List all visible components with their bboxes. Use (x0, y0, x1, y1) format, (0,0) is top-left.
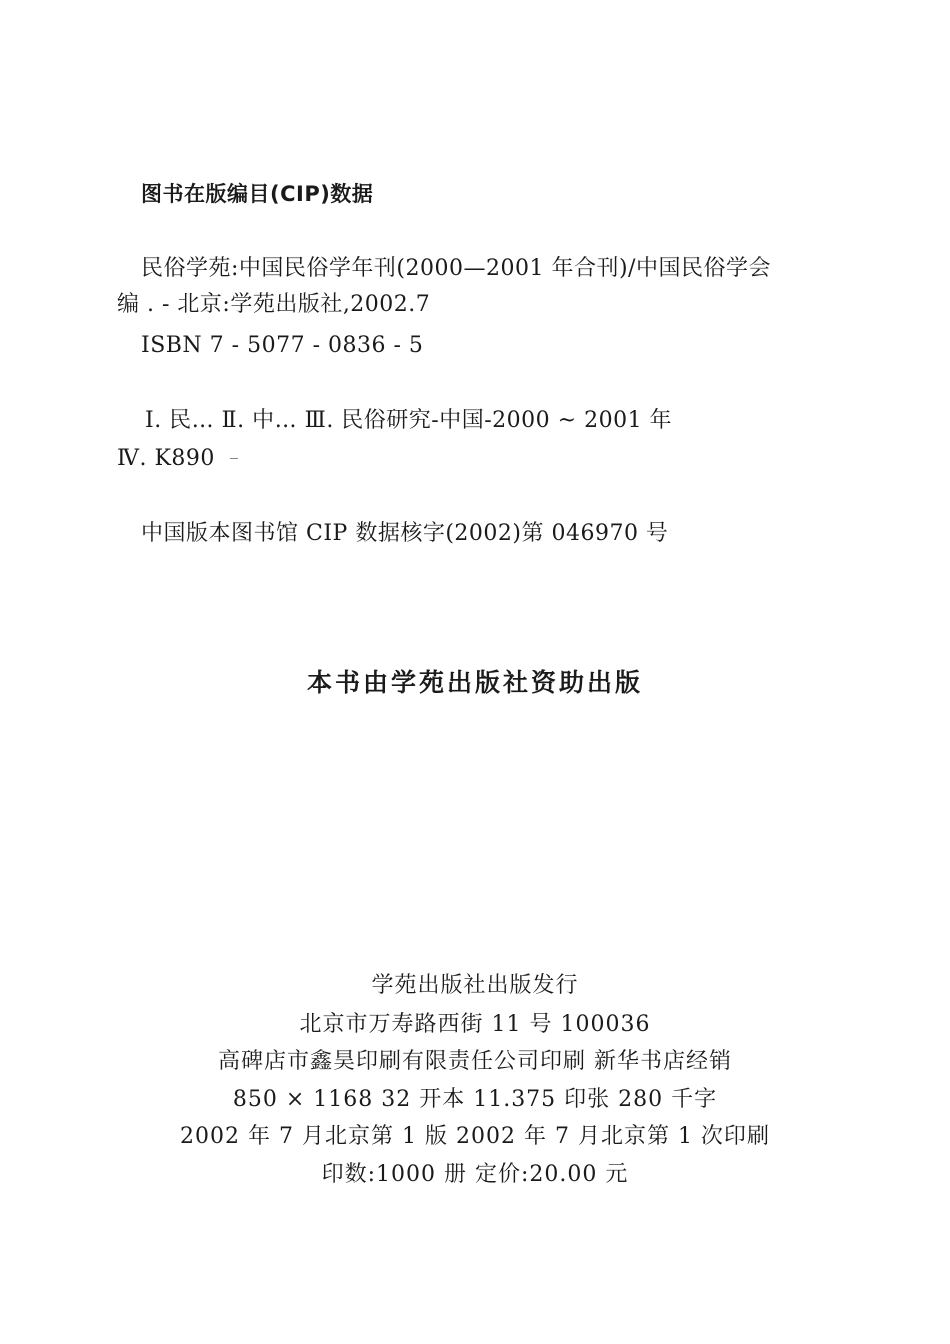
cip-record-line-2: 编 . - 北京:学苑出版社,2002.7 (117, 292, 431, 317)
subject-headings-line-2: Ⅳ. K890 (117, 446, 215, 471)
isbn-line: ISBN 7 - 5077 - 0836 - 5 (141, 333, 424, 358)
cip-verification-line: 中国版本图书馆 CIP 数据核字(2002)第 046970 号 (141, 521, 669, 546)
imprint-edition: 2002 年 7 月北京第 1 版 2002 年 7 月北京第 1 次印刷 (180, 1124, 770, 1149)
subject-headings-line-1: Ⅰ. 民… Ⅱ. 中… Ⅲ. 民俗研究-中国-2000 ~ 2001 年 (145, 408, 673, 433)
imprint-format: 850 × 1168 32 开本 11.375 印张 280 千字 (232, 1087, 718, 1112)
imprint-publisher: 学苑出版社出版发行 (371, 973, 579, 998)
imprint-print-run-price: 印数:1000 册 定价:20.00 元 (321, 1162, 629, 1187)
imprint-printing: 高碑店市鑫昊印刷有限责任公司印刷 新华书店经销 (218, 1049, 732, 1074)
sponsor-note: 本书由学苑出版社资助出版 (306, 668, 643, 697)
cip-heading: 图书在版编目(CIP)数据 (141, 182, 374, 206)
cip-record-line-1: 民俗学苑:中国民俗学年刊(2000—2001 年合刊)/中国民俗学会 (141, 256, 771, 281)
scan-speck (230, 458, 238, 459)
imprint-address: 北京市万寿路西街 11 号 100036 (299, 1012, 651, 1037)
